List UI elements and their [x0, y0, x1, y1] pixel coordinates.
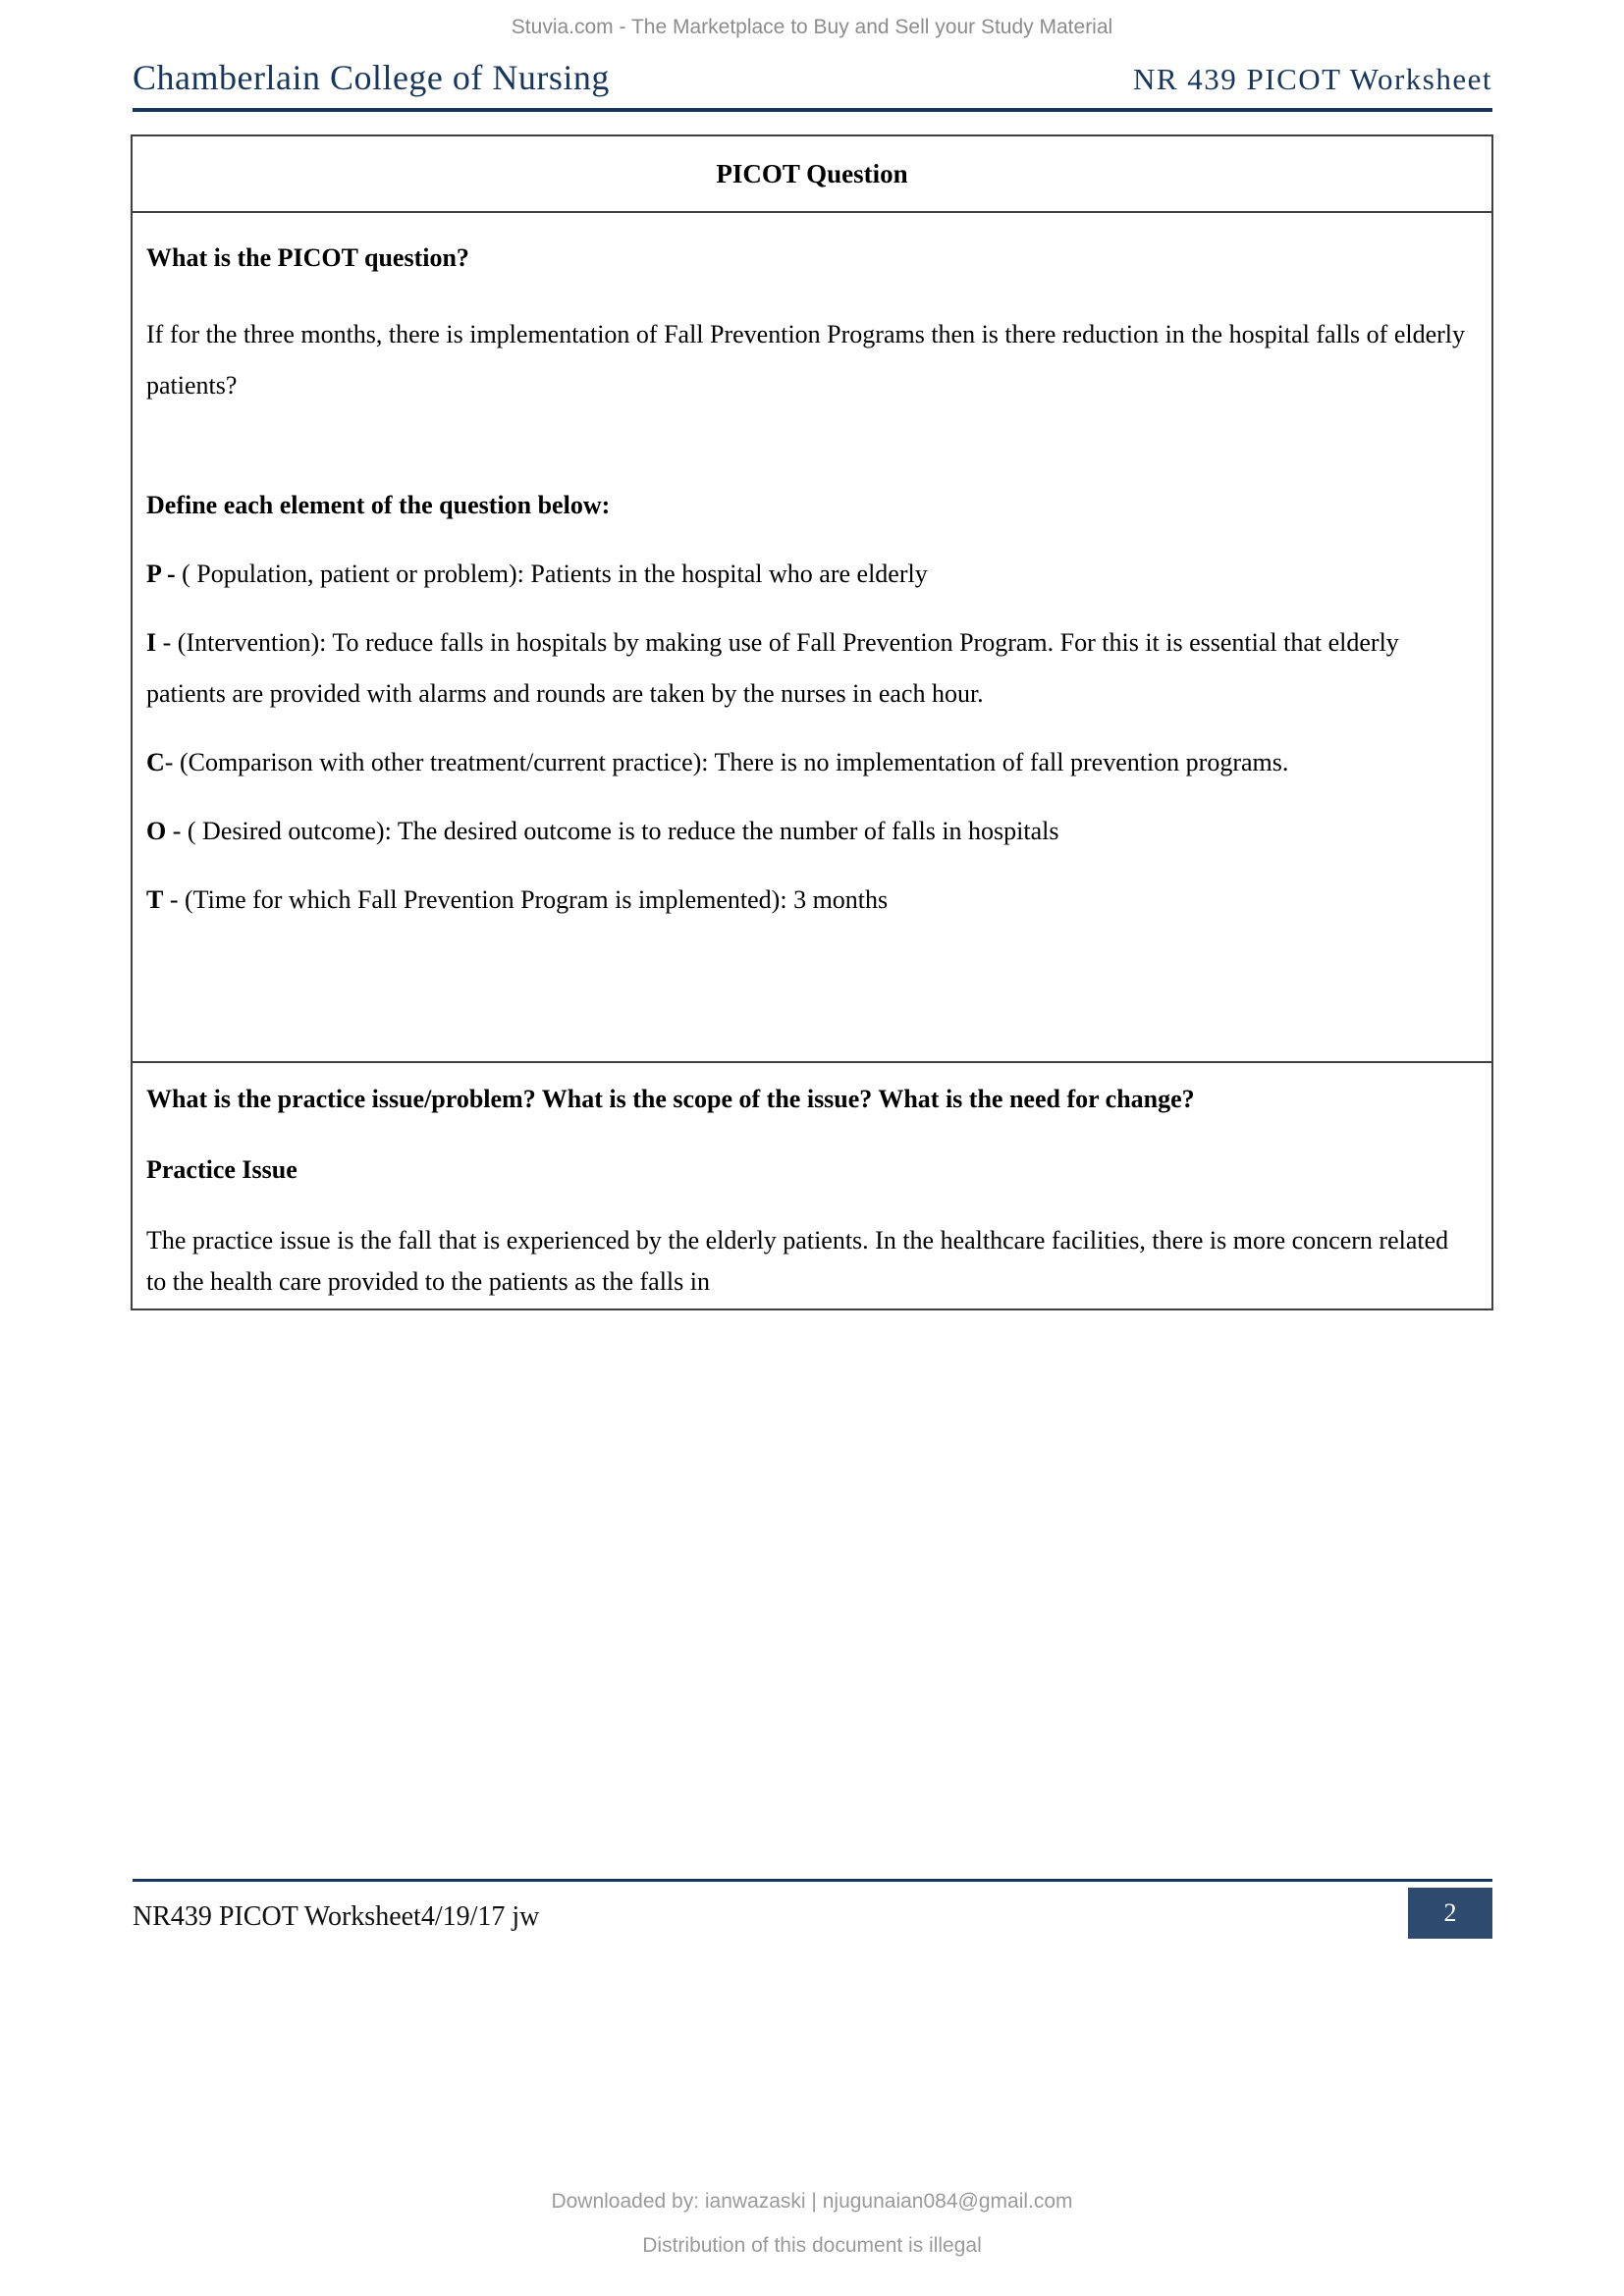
practice-issue-heading: What is the practice issue/problem? What is the scope of the issue? What is the need for change? — [146, 1085, 1195, 1113]
picot-item-outcome — [146, 806, 1476, 857]
picot-item-comparison — [146, 737, 1476, 788]
picot-item-population — [146, 549, 1476, 600]
picot-question-cell — [133, 213, 1491, 1063]
header-divider — [133, 108, 1492, 112]
document-header — [133, 57, 1492, 112]
picot-item-text-i: - (Intervention): To reduce falls in hospitals by making use of Fall Prevention Program. For this it is essential that elderly patients are provided with alarms and rounds are taken by the nurses in each hour. — [146, 628, 1399, 708]
practice-issue-cell — [133, 1063, 1491, 1308]
picot-item-time — [146, 875, 1476, 926]
downloaded-by-line: Downloaded by: ianwazaski | njugunaian084@gmail.com — [551, 2190, 1073, 2213]
stuvia-watermark-top: Stuvia.com - The Marketplace to Buy and Sell your Study Material — [511, 16, 1113, 38]
document-footer — [133, 1879, 1492, 1939]
worksheet-title: NR 439 PICOT Worksheet — [1132, 62, 1492, 96]
institution-title: Chamberlain College of Nursing — [133, 58, 610, 97]
stuvia-watermark-bottom — [0, 2191, 1624, 2279]
picot-item-intervention — [146, 617, 1476, 720]
picot-question-text: If for the three months, there is implementation of Fall Prevention Programs then is there reduction in the hospital falls of elderly patients? — [146, 320, 1465, 400]
picot-item-label-i: I — [146, 628, 157, 657]
picot-item-text-t: - (Time for which Fall Prevention Program is implemented): 3 months — [163, 885, 889, 914]
picot-table — [131, 134, 1493, 1310]
picot-item-label-c: C — [146, 748, 165, 776]
distribution-illegal-line: Distribution of this document is illegal — [642, 2234, 982, 2257]
picot-item-label-o: O — [146, 817, 167, 845]
picot-item-text-o: - ( Desired outcome): The desired outcome is to reduce the number of falls in hospitals — [166, 817, 1059, 845]
practice-issue-text: The practice issue is the fall that is experienced by the elderly patients. In the healthcare facilities, there is more concern related to the health care provided to the patients as the falls in — [146, 1226, 1449, 1297]
picot-item-text-p: ( Population, patient or problem): Patients in the hospital who are elderly — [182, 560, 928, 588]
picot-item-label-p: P - — [146, 560, 183, 588]
footer-worksheet-label: NR439 PICOT Worksheet4/19/17 jw — [133, 1901, 540, 1932]
picot-item-label-t: T — [146, 885, 164, 914]
page-number-badge: 2 — [1408, 1888, 1492, 1939]
table-title-cell: PICOT Question — [133, 136, 1491, 213]
define-elements-heading: Define each element of the question below: — [146, 491, 611, 519]
picot-question-heading: What is the PICOT question? — [146, 243, 469, 272]
practice-issue-subheading: Practice Issue — [146, 1155, 298, 1185]
picot-item-text-c: - (Comparison with other treatment/current practice): There is no implementation of fall prevention programs. — [164, 748, 1289, 776]
